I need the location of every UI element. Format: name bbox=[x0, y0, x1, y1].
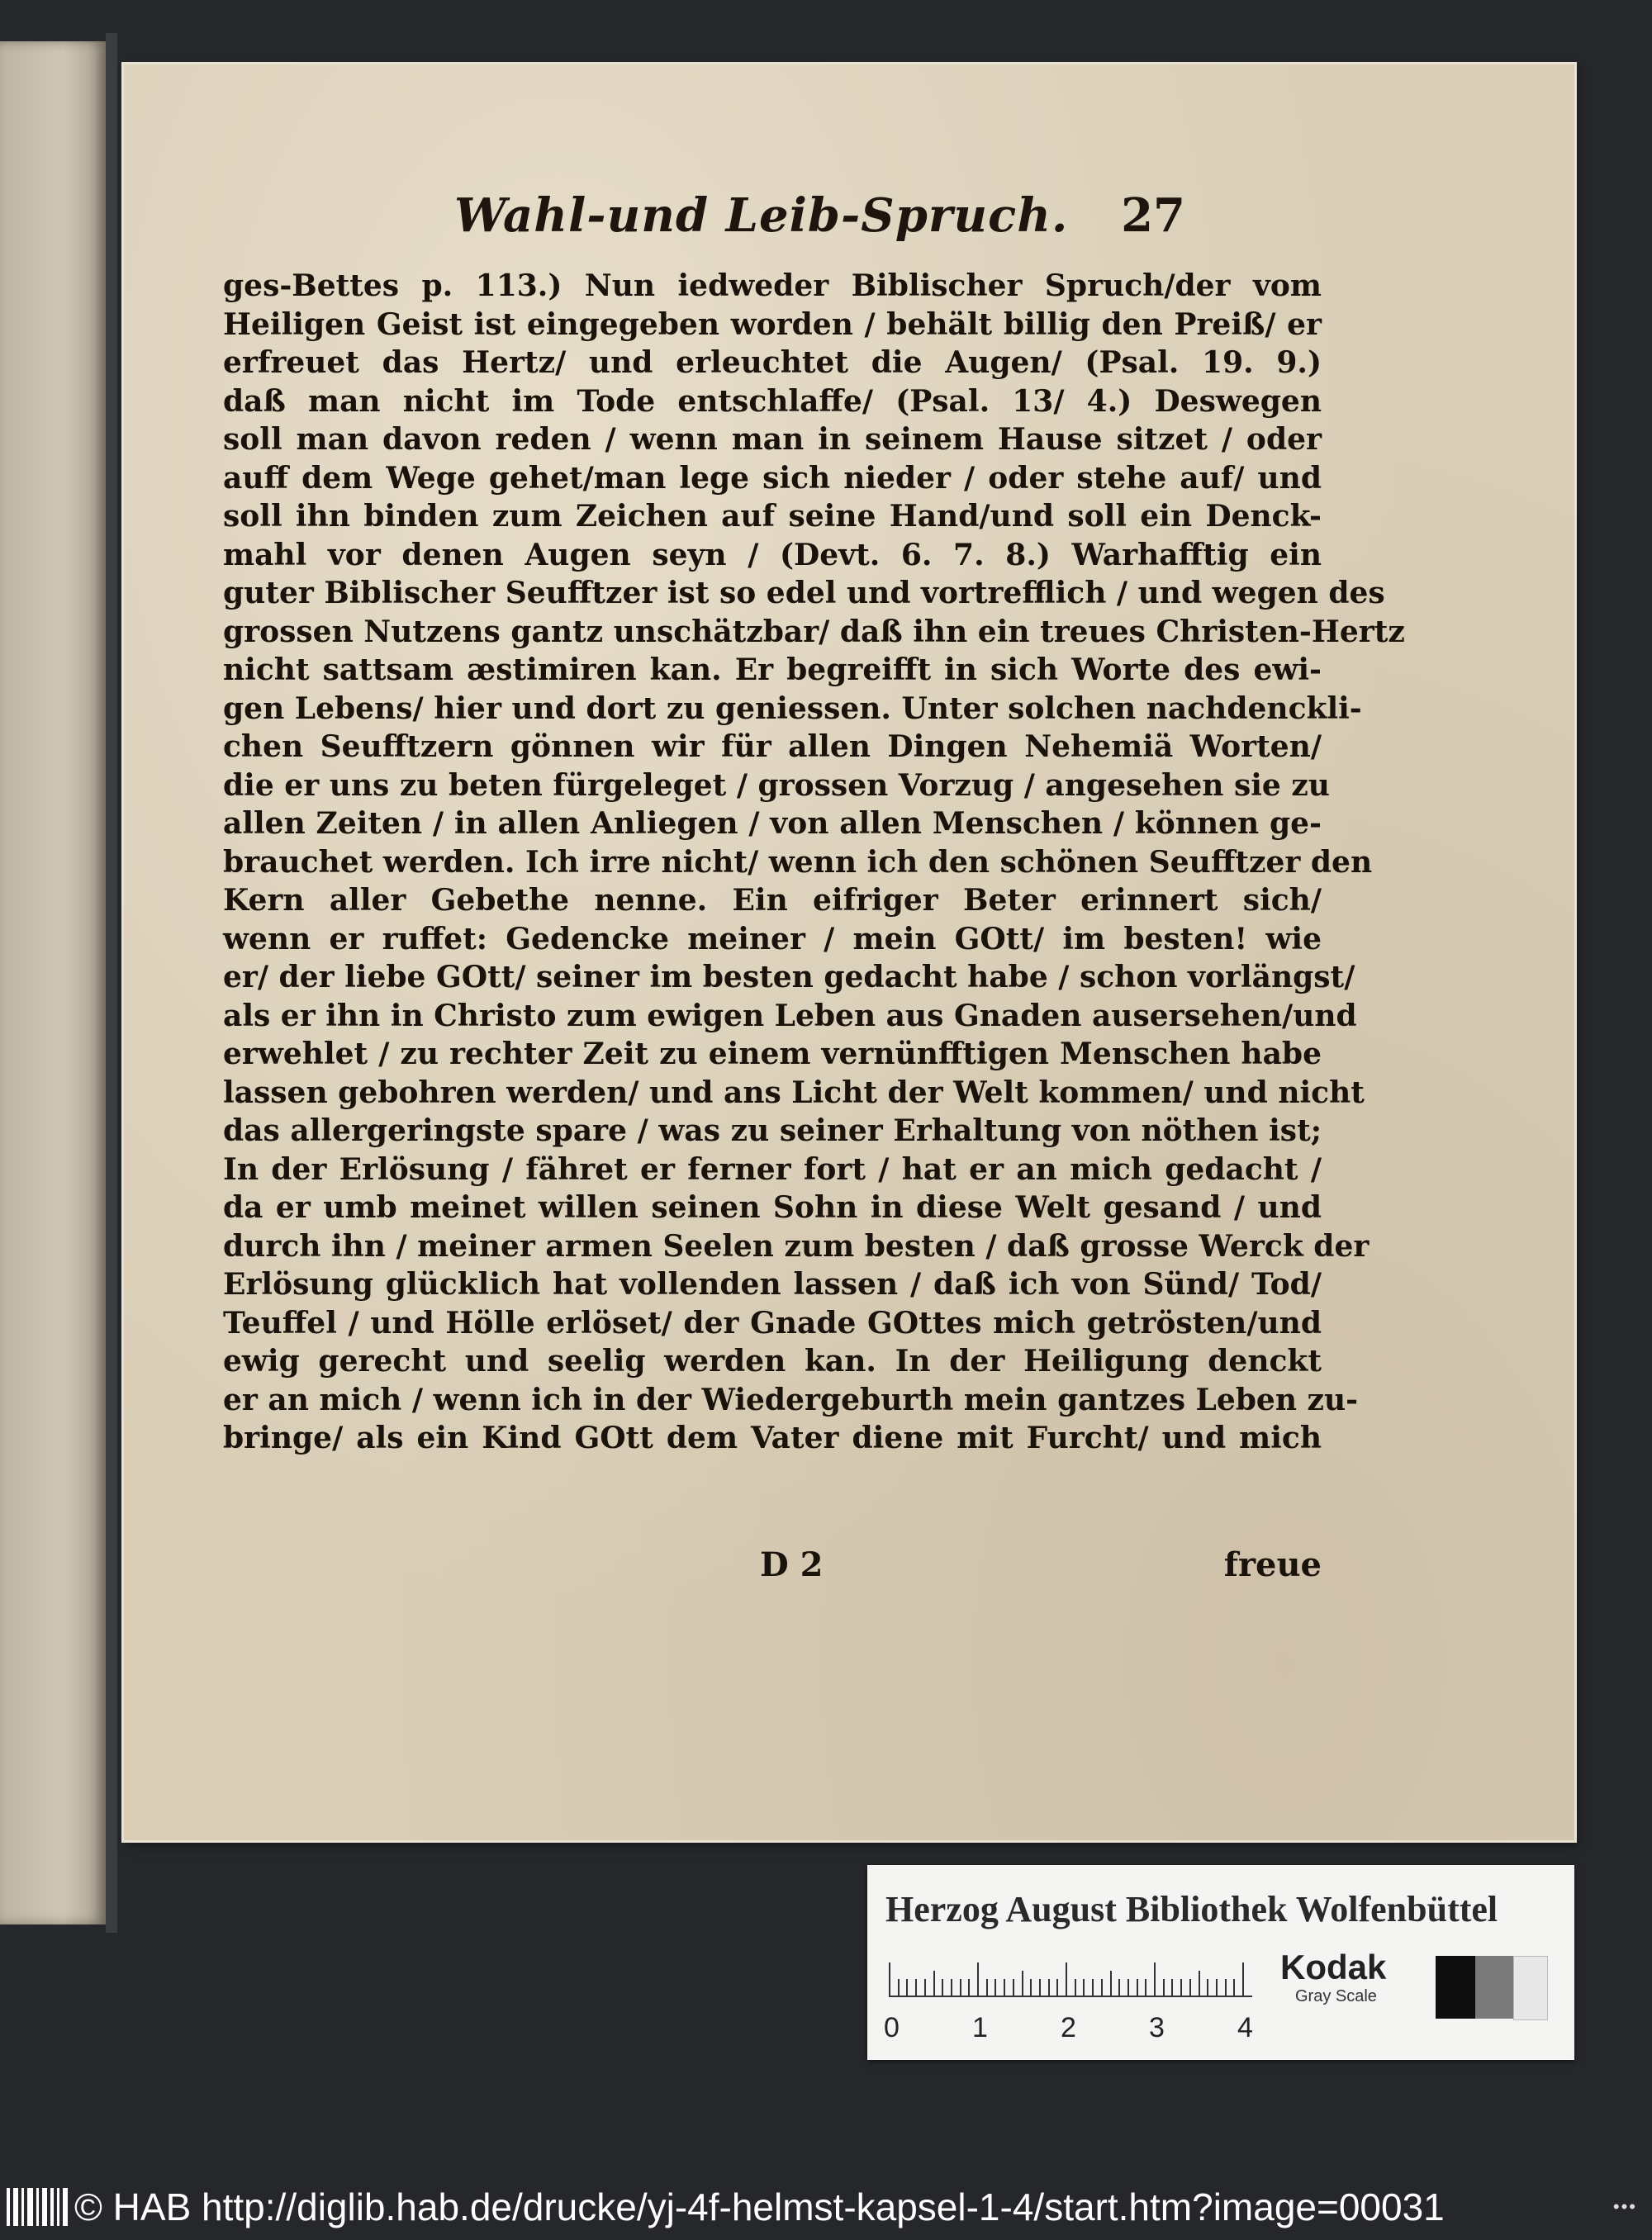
ruler-tick bbox=[1137, 1979, 1138, 1996]
text-line: Erlösung glücklich hat vollenden lassen / daß ich von Sünd/ Tod/ bbox=[223, 1267, 1322, 1302]
ruler-tick bbox=[1145, 1979, 1146, 1996]
ruler-tick bbox=[1110, 1971, 1112, 1996]
ruler-tick bbox=[1163, 1979, 1165, 1996]
copyright-url[interactable]: © HAB http://diglib.hab.de/drucke/yj-4f-helmst-kapsel-1-4/start.htm?image=00031 bbox=[74, 2185, 1445, 2228]
text-line: auff dem Wege gehet/man lege sich nieder / oder stehe auf/ und bbox=[223, 460, 1322, 496]
ruler-tick bbox=[1004, 1979, 1005, 1996]
ruler-tick bbox=[1056, 1979, 1058, 1996]
ruler-tick bbox=[906, 1979, 908, 1996]
text-line: wenn er ruffet: Gedencke meiner / mein GOtt/ im besten! wie bbox=[223, 921, 1322, 956]
ruler-tick bbox=[942, 1979, 943, 1996]
text-line: soll man davon reden / wenn man in seinem Hause sitzet / oder bbox=[223, 422, 1322, 457]
ruler-tick bbox=[1030, 1979, 1032, 1996]
footer-bar bbox=[0, 2174, 1652, 2240]
ruler-tick bbox=[1066, 1962, 1067, 1996]
ruler-tick bbox=[1207, 1979, 1208, 1996]
ruler-tick bbox=[1242, 1962, 1244, 1996]
ruler-tick bbox=[898, 1979, 900, 1996]
book-gutter bbox=[106, 33, 117, 1933]
text-line: da er umb meinet willen seinen Sohn in diese Welt gesand / und bbox=[223, 1190, 1322, 1225]
ruler-tick bbox=[1092, 1979, 1094, 1996]
ruler bbox=[889, 1956, 1285, 2015]
ruler-tick bbox=[1075, 1979, 1076, 1996]
ruler-tick bbox=[1171, 1979, 1173, 1996]
signature-mark: D 2 bbox=[760, 1545, 824, 1584]
ruler-tick bbox=[924, 1979, 926, 1996]
ruler-tick bbox=[1101, 1979, 1103, 1996]
ruler-tick bbox=[1180, 1979, 1182, 1996]
ruler-tick bbox=[1225, 1979, 1227, 1996]
text-line: nicht sattsam æstimiren kan. Er begreifft in sich Worte des ewi- bbox=[223, 653, 1322, 687]
gray-patch-white bbox=[1513, 1956, 1548, 2020]
text-line: ewig gerecht und seelig werden kan. In der Heiligung denckt bbox=[223, 1344, 1322, 1379]
ruler-tick bbox=[915, 1979, 917, 1996]
text-line: grossen Nutzens gantz unschätzbar/ daß ihn ein treues Christen-Hertz bbox=[223, 614, 1405, 649]
ruler-tick bbox=[960, 1979, 961, 1996]
ruler-tick bbox=[995, 1979, 996, 1996]
text-line: Heiligen Geist ist eingegeben worden / behält billig den Preiß/ er bbox=[223, 306, 1322, 342]
barcode-icon bbox=[7, 2185, 69, 2229]
text-line: ges-Bettes p. 113.) Nun iedweder Biblischer Spruch/der vom bbox=[223, 268, 1322, 303]
text-line: bringe/ als ein Kind GOtt dem Vater diene mit Furcht/ und mich bbox=[223, 1421, 1322, 1455]
text-line: gen Lebens/ hier und dort zu geniessen. Unter solchen nachdenckli- bbox=[223, 691, 1362, 726]
gray-patch-black bbox=[1436, 1956, 1475, 2019]
ruler-number-2: 2 bbox=[1061, 2012, 1076, 2043]
ruler-tick bbox=[1118, 1979, 1120, 1996]
ruler-tick bbox=[1154, 1962, 1156, 1996]
text-line: die er uns zu beten fürgeleget / grossen Vorzug / angesehen sie zu bbox=[223, 767, 1330, 803]
ruler-number-3: 3 bbox=[1149, 2012, 1165, 2043]
running-head: Wahl-und Leib-Spruch. bbox=[454, 188, 1069, 243]
text-line: daß man nicht im Tode entschlaffe/ (Psal. 13/ 4.) Deswegen bbox=[223, 383, 1322, 419]
ruler-baseline bbox=[889, 1996, 1252, 1997]
color-target-card bbox=[867, 1865, 1574, 2060]
text-line: In der Erlösung / fähret er ferner fort / hat er an mich gedacht / bbox=[223, 1151, 1322, 1187]
text-line: als er ihn in Christo zum ewigen Leben aus Gnaden ausersehen/und bbox=[223, 998, 1357, 1033]
ruler-tick bbox=[977, 1962, 979, 1996]
ruler-tick bbox=[1189, 1979, 1191, 1996]
ruler-tick bbox=[1048, 1979, 1050, 1996]
text-line: Teuffel / und Hölle erlöset/ der Gnade GOttes mich getrösten/und bbox=[223, 1305, 1322, 1341]
text-line: Kern aller Gebethe nenne. Ein eifriger Beter erinnert sich/ bbox=[223, 883, 1322, 918]
text-line: erwehlet / zu rechter Zeit zu einem vernünfftigen Menschen habe bbox=[223, 1037, 1322, 1071]
text-line: soll ihn binden zum Zeichen auf seine Hand/und soll ein Denck- bbox=[223, 499, 1322, 534]
ruler-tick bbox=[1083, 1979, 1085, 1996]
ruler-tick bbox=[951, 1979, 952, 1996]
text-line: chen Seufftzern gönnen wir für allen Dingen Nehemiä Worten/ bbox=[223, 729, 1322, 764]
ruler-number-4: 4 bbox=[1237, 2012, 1253, 2043]
text-line: allen Zeiten / in allen Anliegen / von allen Menschen / können ge- bbox=[223, 806, 1322, 841]
text-line: er an mich / wenn ich in der Wiedergeburth mein gantzes Leben zu- bbox=[223, 1382, 1359, 1417]
text-line: er/ der liebe GOtt/ seiner im besten gedacht habe / schon vorlängst/ bbox=[223, 960, 1355, 994]
ruler-tick bbox=[1022, 1971, 1023, 1996]
ruler-tick bbox=[986, 1979, 988, 1996]
page-header bbox=[322, 188, 1185, 254]
text-line: erfreuet das Hertz/ und erleuchtet die Augen/ (Psal. 19. 9.) bbox=[223, 345, 1322, 380]
ruler-tick bbox=[1216, 1979, 1218, 1996]
ruler-number-0: 0 bbox=[884, 2012, 900, 2043]
ruler-number-1: 1 bbox=[972, 2012, 988, 2043]
ruler-tick bbox=[933, 1971, 935, 1996]
text-line: durch ihn / meiner armen Seelen zum besten / daß grosse Werck der bbox=[223, 1228, 1370, 1264]
ruler-tick bbox=[1039, 1979, 1041, 1996]
text-line: brauchet werden. Ich irre nicht/ wenn ich den schönen Seufftzer den bbox=[223, 844, 1373, 880]
text-line: mahl vor denen Augen seyn / (Devt. 6. 7. 8.) Warhafftig ein bbox=[223, 537, 1322, 572]
ruler-tick bbox=[889, 1962, 890, 1996]
kodak-brand: Kodak bbox=[1280, 1948, 1387, 1986]
gray-patch-mid bbox=[1475, 1956, 1513, 2019]
ruler-tick bbox=[968, 1979, 970, 1996]
text-line: guter Biblischer Seufftzer ist so edel und vortrefflich / und wegen des bbox=[223, 576, 1385, 610]
gray-scale-label: Gray Scale bbox=[1295, 1987, 1377, 2005]
ruler-tick bbox=[1127, 1979, 1129, 1996]
text-line: das allergeringste spare / was zu seiner Erhaltung von nöthen ist; bbox=[223, 1113, 1322, 1148]
adjacent-page-edge bbox=[0, 41, 106, 1924]
ruler-tick bbox=[1233, 1979, 1235, 1996]
page-number: 27 bbox=[1121, 188, 1185, 243]
more-dots-icon[interactable]: ••• bbox=[1612, 2196, 1637, 2217]
scanned-page bbox=[124, 64, 1574, 1840]
text-line: lassen gebohren werden/ und ans Licht der Welt kommen/ und nicht bbox=[223, 1075, 1365, 1110]
body-text bbox=[223, 267, 1405, 1458]
library-name: Herzog August Bibliothek Wolfenbüttel bbox=[885, 1889, 1498, 1929]
page-footer-line bbox=[223, 1545, 1322, 1595]
ruler-tick bbox=[1199, 1971, 1200, 1996]
ruler-tick bbox=[1013, 1979, 1014, 1996]
catchword: freue bbox=[1223, 1545, 1322, 1584]
